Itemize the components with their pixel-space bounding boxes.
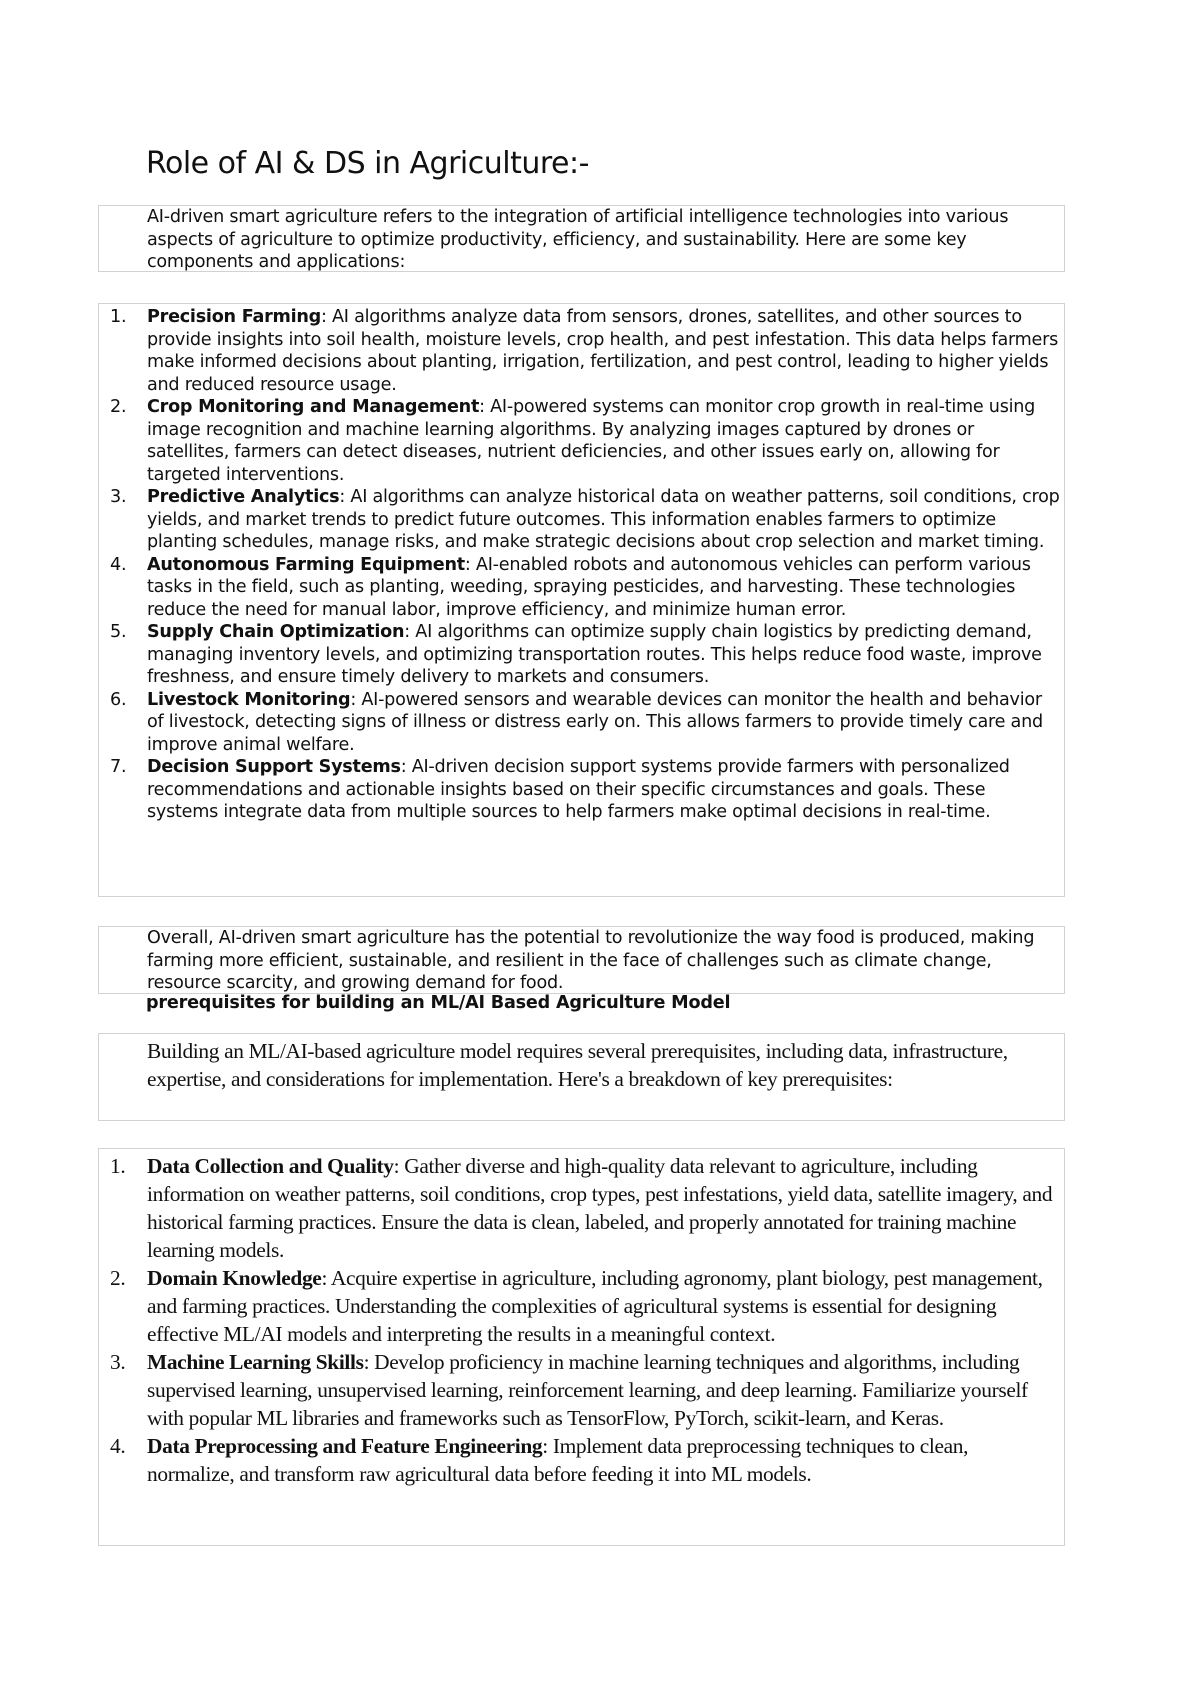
list-number: 7. <box>110 757 127 777</box>
prerequisites-list-box <box>98 1148 1065 1546</box>
intro-paragraph: AI-driven smart agriculture refers to the integration of artificial intelligence technologies into various aspects of agriculture to optimize productivity, efficiency, and sustainability. Here are some key components and applications: <box>147 207 1009 272</box>
prerequisites-list <box>99 1152 1064 1488</box>
list-number: 3. <box>110 487 127 507</box>
list-number: 1. <box>110 307 127 327</box>
list-text: : AI-enabled robots and autonomous vehicles can perform various tasks in the field, such as planting, weeding, spraying pesticides, and harvesting. These technologies reduce the need for manual labor, improve efficiency, and minimize human error. <box>147 554 1031 620</box>
overall-paragraph: Overall, AI-driven smart agriculture has the potential to revolutionize the way food is produced, making farming more efficient, sustainable, and resilient in the face of challenges such as climate change, resource scarcity, and growing demand for food. <box>147 928 1035 993</box>
prerequisites-intro-box <box>98 1033 1065 1121</box>
list-term: Domain Knowledge <box>147 1266 322 1290</box>
list-number: 5. <box>110 622 127 642</box>
list-text: : AI algorithms can analyze historical data on weather patterns, soil conditions, crop yields, and market trends to predict future outcomes. This information enables farmers to optimize planting schedules, manage risks, and make strategic decisions about crop selection and market timing. <box>147 487 1060 552</box>
list-number: 6. <box>110 689 127 710</box>
list-number: 2. <box>110 1266 126 1290</box>
list-number: 2. <box>110 397 127 417</box>
list-item <box>99 621 1064 689</box>
list-term: Predictive Analytics <box>147 487 340 507</box>
list-term: Decision Support Systems <box>147 757 401 777</box>
list-item <box>99 1348 1064 1432</box>
list-term: Machine Learning Skills <box>147 1350 364 1374</box>
list-number: 3. <box>110 1350 126 1374</box>
list-text: : Implement data preprocessing techniques to clean, normalize, and transform raw agricultural data before feeding it into ML models. <box>147 1434 969 1486</box>
list-item <box>99 1432 1064 1488</box>
list-term: Livestock Monitoring <box>147 689 351 710</box>
list-text: : AI algorithms can optimize supply chain logistics by predicting demand, managing inventory levels, and optimizing transportation routes. This helps reduce food waste, improve freshness, and ensure timely delivery to markets and consumers. <box>147 622 1042 687</box>
list-text: : Gather diverse and high-quality data relevant to agriculture, including information on weather patterns, soil conditions, crop types, pest infestations, yield data, satellite imagery, and historical farming practices. Ensure the data is clean, labeled, and properly annotated for training machine learning models. <box>147 1154 1053 1262</box>
intro-paragraph-box <box>98 205 1065 272</box>
list-text: : Develop proficiency in machine learning techniques and algorithms, including supervised learning, unsupervised learning, reinforcement learning, and deep learning. Familiarize yourself with popular ML libraries and frameworks such as TensorFlow, PyTorch, scikit-learn, and Keras. <box>147 1350 1028 1430</box>
list-term: Precision Farming <box>147 307 321 327</box>
list-item <box>99 756 1064 824</box>
overall-paragraph-box <box>98 926 1065 994</box>
prerequisites-intro: Building an ML/AI-based agriculture model requires several prerequisites, including data, infrastructure, expertise, and considerations for implementation. Here's a breakdown of key prerequisites: <box>147 1039 1008 1091</box>
list-item <box>99 486 1064 554</box>
list-number: 4. <box>110 1434 126 1458</box>
list-number: 4. <box>110 554 127 575</box>
list-item <box>99 689 1064 757</box>
list-text: : AI-powered sensors and wearable devices can monitor the health and behavior of livestock, detecting signs of illness or distress early on. This allows farmers to provide timely care and improve animal welfare. <box>147 689 1043 755</box>
list-text: : AI algorithms analyze data from sensors, drones, satellites, and other sources to provide insights into soil health, moisture levels, crop health, and pest infestation. This data helps farmers make informed decisions about planting, irrigation, fertilization, and pest control, leading to higher yields and reduced resource usage. <box>147 307 1059 395</box>
components-list <box>99 306 1064 824</box>
page-title: Role of AI & DS in Agriculture:- <box>146 146 589 181</box>
list-item <box>99 554 1064 622</box>
list-text: : AI-powered systems can monitor crop growth in real-time using image recognition and machine learning algorithms. By analyzing images captured by drones or satellites, farmers can detect diseases, nutrient deficiencies, and other issues early on, allowing for targeted interventions. <box>147 397 1036 485</box>
components-list-box <box>98 303 1065 897</box>
list-term: Supply Chain Optimization <box>147 622 405 642</box>
list-item <box>99 306 1064 396</box>
list-item <box>99 1152 1064 1264</box>
list-item <box>99 396 1064 486</box>
list-text: : Acquire expertise in agriculture, including agronomy, plant biology, pest management, and farming practices. Understanding the complexities of agricultural systems is essential for designing effective ML/AI models and interpreting the results in a meaningful context. <box>147 1266 1043 1346</box>
list-term: Crop Monitoring and Management <box>147 397 480 417</box>
list-item <box>99 1264 1064 1348</box>
list-number: 1. <box>110 1154 126 1178</box>
list-text: : AI-driven decision support systems provide farmers with personalized recommendations and actionable insights based on their specific circumstances and goals. These systems integrate data from multiple sources to help farmers make optimal decisions in real-time. <box>147 757 1010 822</box>
prerequisites-heading: prerequisites for building an ML/AI Based Agriculture Model <box>146 993 731 1013</box>
list-term: Data Preprocessing and Feature Engineering <box>147 1434 543 1458</box>
list-term: Data Collection and Quality <box>147 1154 394 1178</box>
list-term: Autonomous Farming Equipment <box>147 554 465 575</box>
